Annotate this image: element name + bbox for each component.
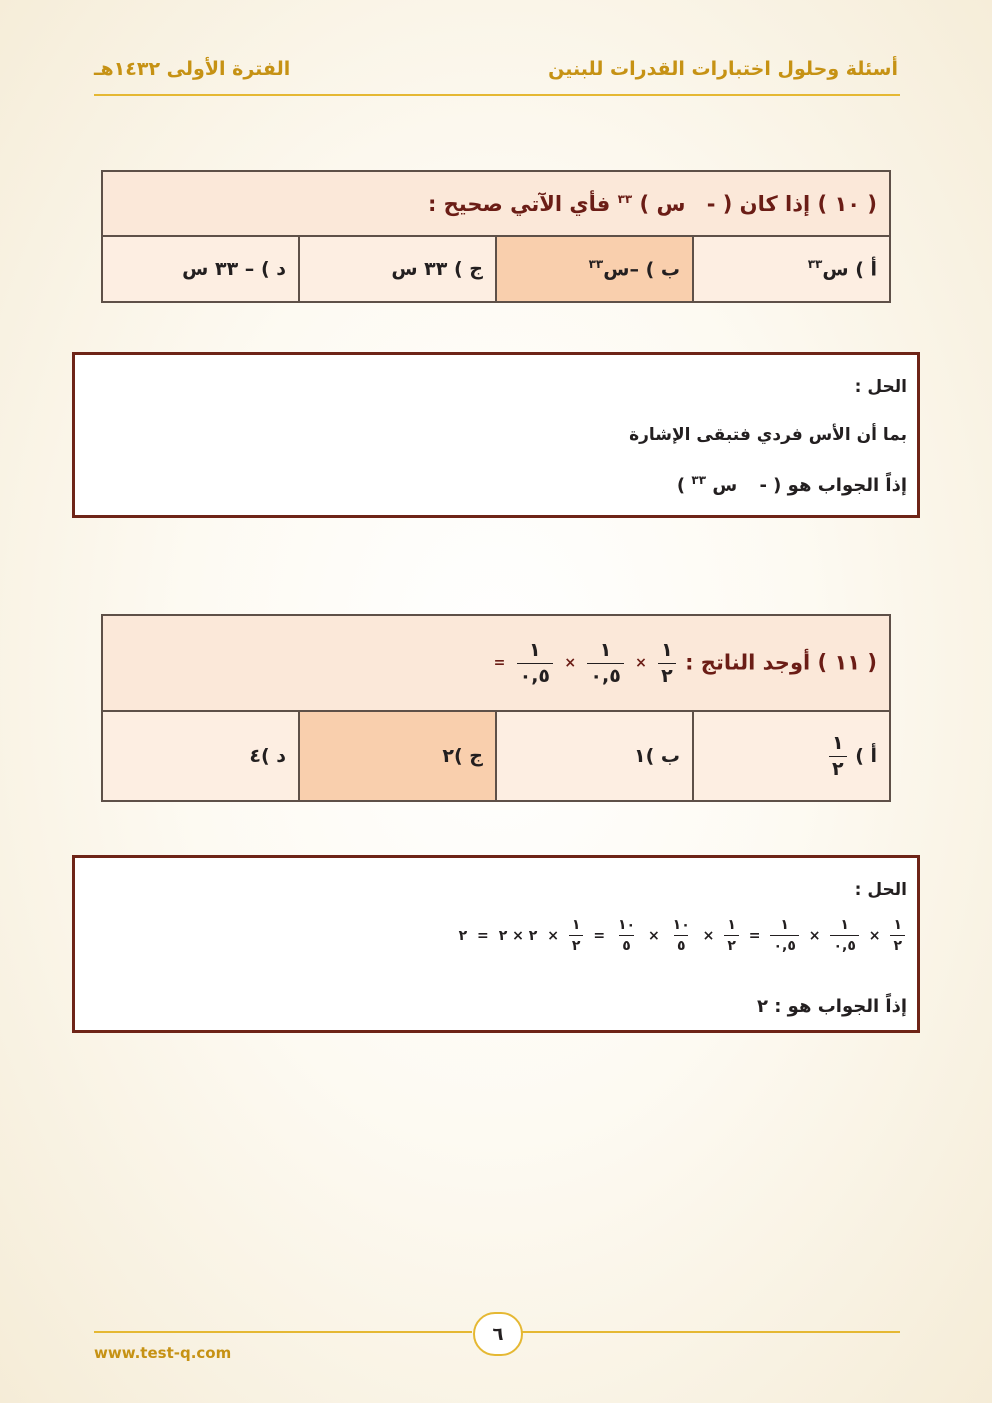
solution-11-equation: $\frac{١}{٢}$ × $\frac{١}{٠,٥}$ × $\frac{١}{٠,٥}$ = $\frac{١}{٢}$ × $\frac{١٠}{٥}$ × $\frac{١٠}{٥}$ = $\frac{١}{٢}$ × ٢ × ٢ = ٢	[457, 918, 907, 953]
question-11-table	[101, 614, 891, 802]
solution-10-answer: إذاً الجواب هو ( - س $^{٣٣}$ )	[676, 473, 907, 496]
header-period: الفترة الأولى ١٤٣٢هـ	[94, 58, 291, 80]
q11-option-a[interactable]: أ ) $\frac{١}{٢}$	[693, 711, 890, 801]
q11-option-b[interactable]: ب )١	[496, 711, 693, 801]
website-url[interactable]: www.test-q.com	[94, 1344, 232, 1362]
question-10-text: ( ١٠ ) إذا كان ( - س ) $^{٣٣}$ فأي الآتي صحيح :	[102, 171, 890, 236]
q10-option-b[interactable]: ب ) –س$^{٣٣}$	[496, 236, 693, 302]
header-divider	[94, 94, 900, 96]
q10-option-d[interactable]: د ) – ٣٣ س	[102, 236, 299, 302]
q11-option-c[interactable]: ج )٢	[299, 711, 496, 801]
page-number: ٦	[473, 1312, 523, 1356]
q11-option-d[interactable]: د )٤	[102, 711, 299, 801]
header-title: أسئلة وحلول اختبارات القدرات للبنين	[548, 58, 898, 80]
footer-divider-right	[521, 1331, 900, 1333]
footer-divider-left	[94, 1331, 472, 1333]
q10-option-c[interactable]: ج ) ٣٣ س	[299, 236, 496, 302]
q11-fraction-2: $\frac{١}{٠,٥}$	[587, 641, 623, 686]
solution-10-box	[72, 352, 920, 518]
solution-11-label: الحل :	[854, 880, 907, 900]
q11-fraction-1: $\frac{١}{٢}$	[658, 641, 676, 686]
question-10-table	[101, 170, 891, 303]
question-11-text: ( ١١ ) أوجد الناتج : $\frac{١}{٢}$ × $\frac{١}{٠,٥}$ × $\frac{١}{٠,٥}$ =	[102, 615, 890, 711]
q11-fraction-3: $\frac{١}{٠,٥}$	[517, 641, 553, 686]
solution-10-reason: بما أن الأس فردي فتبقى الإشارة	[629, 425, 907, 445]
solution-11-answer: إذاً الجواب هو : ٢	[756, 996, 907, 1017]
solution-10-label: الحل :	[854, 377, 907, 397]
solution-11-box	[72, 855, 920, 1033]
q10-option-a[interactable]: أ ) س$^{٣٣}$	[693, 236, 890, 302]
